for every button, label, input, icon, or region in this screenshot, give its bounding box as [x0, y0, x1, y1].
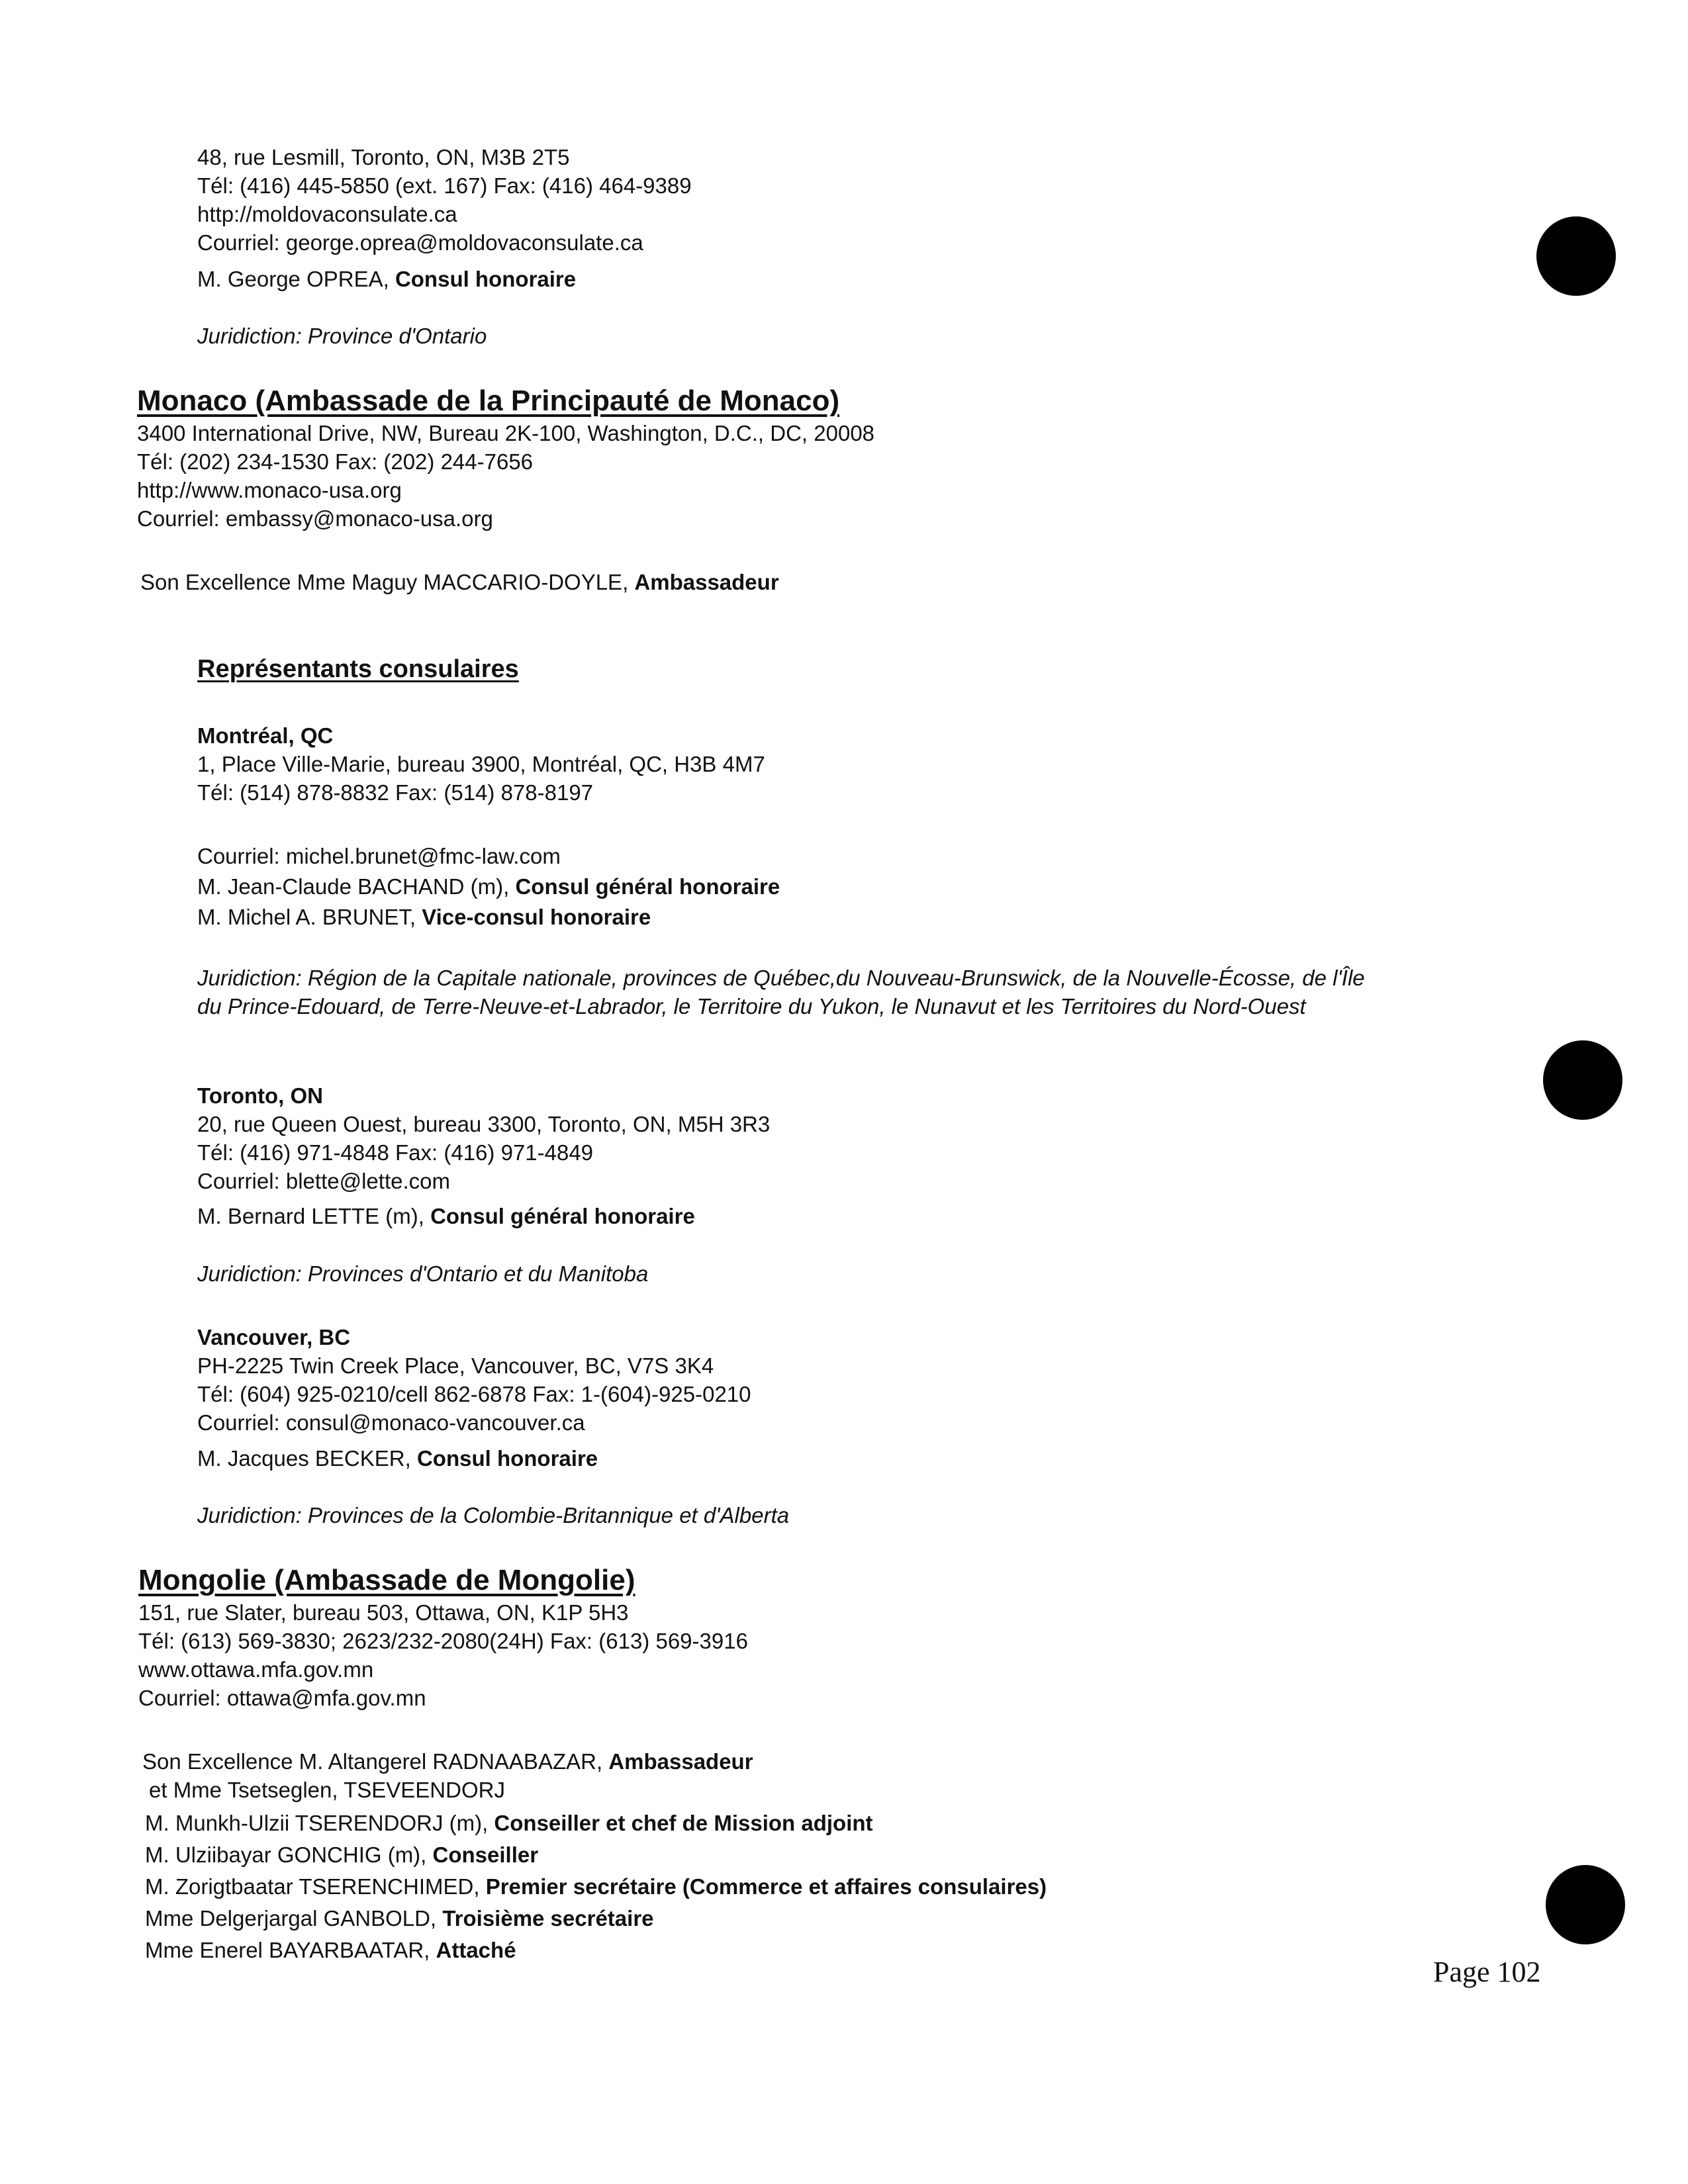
toronto-email[interactable]: Courriel: blette@lette.com — [197, 1169, 450, 1193]
page-number: Page 102 — [1433, 1956, 1541, 1988]
monaco-tel: Tél: (202) 234-1530 Fax: (202) 244-7656 — [137, 449, 534, 474]
montreal-tel: Tél: (514) 878-8832 Fax: (514) 878-8197 — [197, 780, 594, 805]
person-title: Consul général honoraire — [430, 1204, 695, 1228]
vancouver-tel: Tél: (604) 925-0210/cell 862-6878 Fax: 1-(604)-925-0210 — [197, 1382, 751, 1406]
montreal-address: 1, Place Ville-Marie, bureau 3900, Montréal, QC, H3B 4M7 — [197, 752, 765, 776]
person-name: Mme Delgerjargal GANBOLD, — [145, 1906, 443, 1931]
vancouver-email[interactable]: Courriel: consul@monaco-vancouver.ca — [197, 1410, 585, 1435]
toronto-consul — [197, 1202, 695, 1230]
person-title: Ambassadeur — [634, 570, 779, 594]
montreal-vice-consul — [197, 903, 651, 931]
moldova-address: 48, rue Lesmill, Toronto, ON, M3B 2T5 — [197, 145, 570, 169]
monaco-address: 3400 International Drive, NW, Bureau 2K-100, Washington, D.C., DC, 20008 — [137, 421, 875, 445]
mongolia-tel: Tél: (613) 569-3830; 2623/232-2080(24H) Fax: (613) 569-3916 — [138, 1629, 748, 1653]
person-title: Conseiller — [432, 1843, 539, 1867]
punch-hole — [1536, 216, 1616, 296]
person-name: M. Ulziibayar GONCHIG (m), — [145, 1843, 433, 1867]
moldova-jurisdiction: Juridiction: Province d'Ontario — [197, 324, 487, 348]
vancouver-jurisdiction: Juridiction: Provinces de la Colombie-Britannique et d'Alberta — [197, 1503, 790, 1527]
mongolia-address: 151, rue Slater, bureau 503, Ottawa, ON, K1P 5H3 — [138, 1600, 629, 1625]
vancouver-city: Vancouver, BC — [197, 1325, 351, 1349]
person-name: M. Jacques BECKER, — [197, 1446, 417, 1471]
person-title: Conseiller et chef de Mission adjoint — [494, 1811, 873, 1835]
montreal-city: Montréal, QC — [197, 723, 334, 748]
vancouver-consul — [197, 1444, 598, 1473]
mongolia-staff-row — [149, 1776, 505, 1804]
mongolia-staff-row — [142, 1747, 753, 1776]
person-title: Troisième secrétaire — [442, 1906, 654, 1931]
monaco-website[interactable]: http://www.monaco-usa.org — [137, 478, 402, 502]
toronto-address: 20, rue Queen Ouest, bureau 3300, Toronto, ON, M5H 3R3 — [197, 1112, 771, 1136]
person-name: M. Michel A. BRUNET, — [197, 905, 422, 929]
mongolia-staff-row — [145, 1936, 516, 1964]
person-title: Vice-consul honoraire — [422, 905, 651, 929]
toronto-tel: Tél: (416) 971-4848 Fax: (416) 971-4849 — [197, 1140, 594, 1165]
person-title: Ambassadeur — [608, 1749, 753, 1774]
mongolia-staff-row — [145, 1872, 1047, 1901]
toronto-city: Toronto, ON — [197, 1083, 324, 1108]
montreal-jurisdiction-line1: Juridiction: Région de la Capitale nationale, provinces de Québec,du Nouveau-Brunswick, de la Nouvelle-Écosse, de l'Île — [197, 966, 1365, 990]
person-name: Mme Enerel BAYARBAATAR, — [145, 1938, 436, 1962]
toronto-jurisdiction: Juridiction: Provinces d'Ontario et du Manitoba — [197, 1261, 649, 1286]
person-name: Son Excellence M. Altangerel RADNAABAZAR, — [142, 1749, 609, 1774]
person-name: M. Zorigtbaatar TSERENCHIMED, — [145, 1874, 486, 1899]
montreal-jurisdiction-line2: du Prince-Edouard, de Terre-Neuve-et-Labrador, le Territoire du Yukon, le Nunavut et les Territoires du Nord-Ouest — [197, 994, 1306, 1019]
consular-representatives-heading: Représentants consulaires — [197, 655, 519, 683]
mongolia-staff-row — [145, 1809, 873, 1837]
punch-hole — [1543, 1040, 1622, 1120]
person-title: Premier secrétaire (Commerce et affaires consulaires) — [485, 1874, 1047, 1899]
mongolia-staff-row — [145, 1904, 654, 1933]
moldova-tel: Tél: (416) 445-5850 (ext. 167) Fax: (416) 464-9389 — [197, 173, 692, 198]
mongolia-heading: Mongolie (Ambassade de Mongolie) — [138, 1564, 635, 1596]
vancouver-address: PH-2225 Twin Creek Place, Vancouver, BC, V7S 3K4 — [197, 1353, 714, 1378]
monaco-email[interactable]: Courriel: embassy@monaco-usa.org — [137, 506, 493, 531]
person-name: M. Bernard LETTE (m), — [197, 1204, 431, 1228]
mongolia-website[interactable]: www.ottawa.mfa.gov.mn — [138, 1657, 374, 1682]
person-title: Consul honoraire — [395, 267, 577, 291]
mongolia-staff-row — [145, 1841, 538, 1869]
moldova-website[interactable]: http://moldovaconsulate.ca — [197, 202, 457, 226]
person-title: Consul général honoraire — [515, 874, 780, 899]
person-name: M. Munkh-Ulzii TSERENDORJ (m), — [145, 1811, 494, 1835]
montreal-consul-general — [197, 872, 780, 901]
person-name: et Mme Tsetseglen, TSEVEENDORJ — [149, 1778, 505, 1802]
mongolia-email[interactable]: Courriel: ottawa@mfa.gov.mn — [138, 1686, 426, 1710]
montreal-email[interactable]: Courriel: michel.brunet@fmc-law.com — [197, 844, 561, 868]
person-name: Son Excellence Mme Maguy MACCARIO-DOYLE, — [140, 570, 635, 594]
person-name: M. George OPREA, — [197, 267, 395, 291]
person-title: Attaché — [436, 1938, 516, 1962]
moldova-email[interactable]: Courriel: george.oprea@moldovaconsulate.ca — [197, 230, 643, 255]
punch-hole — [1546, 1865, 1625, 1944]
person-name: M. Jean-Claude BACHAND (m), — [197, 874, 516, 899]
monaco-heading: Monaco (Ambassade de la Principauté de Monaco) — [137, 385, 840, 417]
person-title: Consul honoraire — [416, 1446, 598, 1471]
moldova-consul — [197, 265, 576, 293]
monaco-ambassador — [140, 568, 779, 596]
